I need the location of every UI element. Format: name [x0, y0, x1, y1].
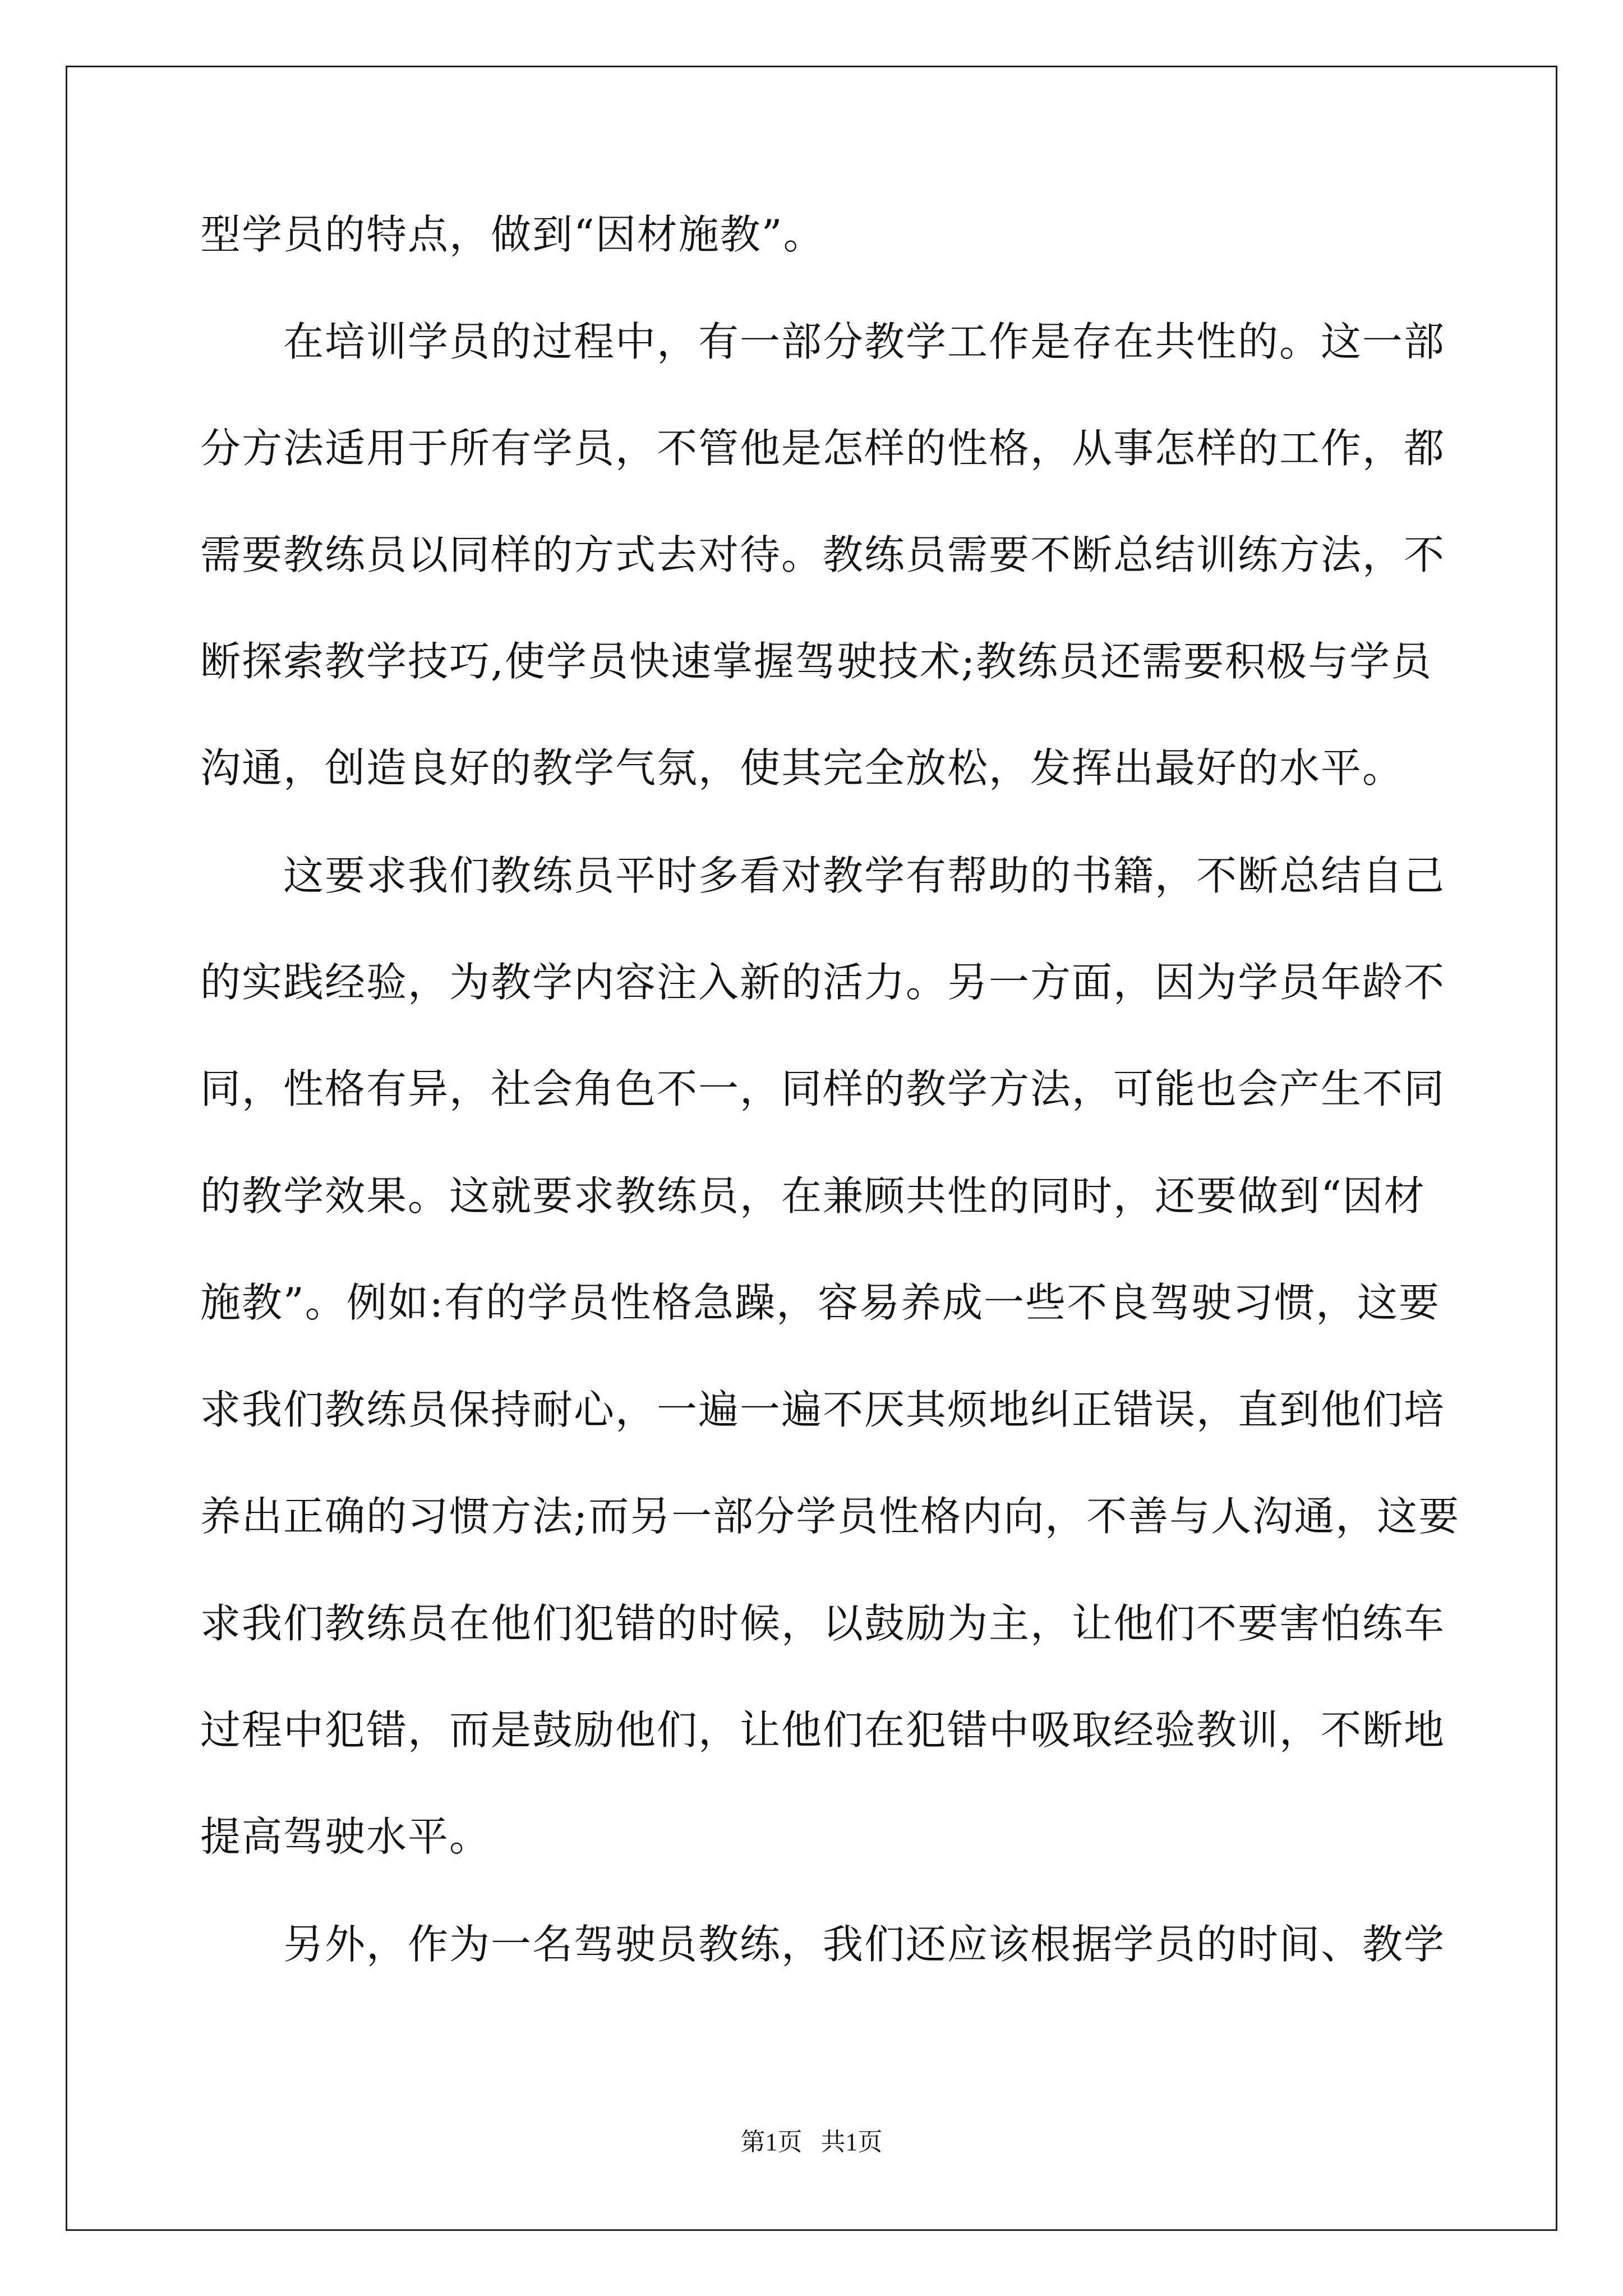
paragraph-first-line: 这要求我们教练员平时多看对教学有帮助的书籍，不断总结自己 [283, 852, 1446, 899]
text-line: 的实践经验，为教学内容注入新的活力。另一方面，因为学员年龄不 [200, 959, 1446, 1006]
paragraph-first-line: 在培训学员的过程中，有一部分教学工作是存在共性的。这一部 [283, 318, 1446, 365]
text-line: 养出正确的习惯方法;而另一部分学员性格内向，不善与人沟通，这要 [200, 1493, 1460, 1540]
page-footer: 第1页 共1页 [740, 2128, 883, 2156]
paragraph-first-line: 另外，作为一名驾驶员教练，我们还应该根据学员的时间、教学 [283, 1921, 1446, 1968]
text-line: 断探索教学技巧,使学员快速掌握驾驶技术;教练员还需要积极与学员 [200, 638, 1433, 685]
text-line: 过程中犯错，而是鼓励他们，让他们在犯错中吸取经验教训，不断地 [200, 1706, 1446, 1754]
text-line: 沟通，创造良好的教学气氛，使其完全放松，发挥出最好的水平。 [200, 744, 1404, 792]
text-line: 需要教练员以同样的方式去对待。教练员需要不断总结训练方法，不 [200, 531, 1446, 578]
text-line: 求我们教练员在他们犯错的时候，以鼓励为主，让他们不要害怕练车 [200, 1600, 1446, 1647]
text-line: 求我们教练员保持耐心，一遍一遍不厌其烦地纠正错误，直到他们培 [200, 1386, 1446, 1433]
text-line: 型学员的特点，做到“因材施教”。 [200, 211, 825, 258]
text-line: 分方法适用于所有学员，不管他是怎样的性格，从事怎样的工作，都 [200, 425, 1446, 472]
text-line: 提高驾驶水平。 [200, 1813, 491, 1860]
text-line: 同，性格有异，社会角色不一，同样的教学方法，可能也会产生不同 [200, 1065, 1446, 1112]
text-line: 的教学效果。这就要求教练员，在兼顾共性的同时，还要做到“因材 [200, 1172, 1426, 1220]
text-line: 施教”。例如:有的学员性格急躁，容易养成一些不良驾驶习惯，这要 [200, 1279, 1441, 1326]
page-border [66, 66, 1557, 2231]
